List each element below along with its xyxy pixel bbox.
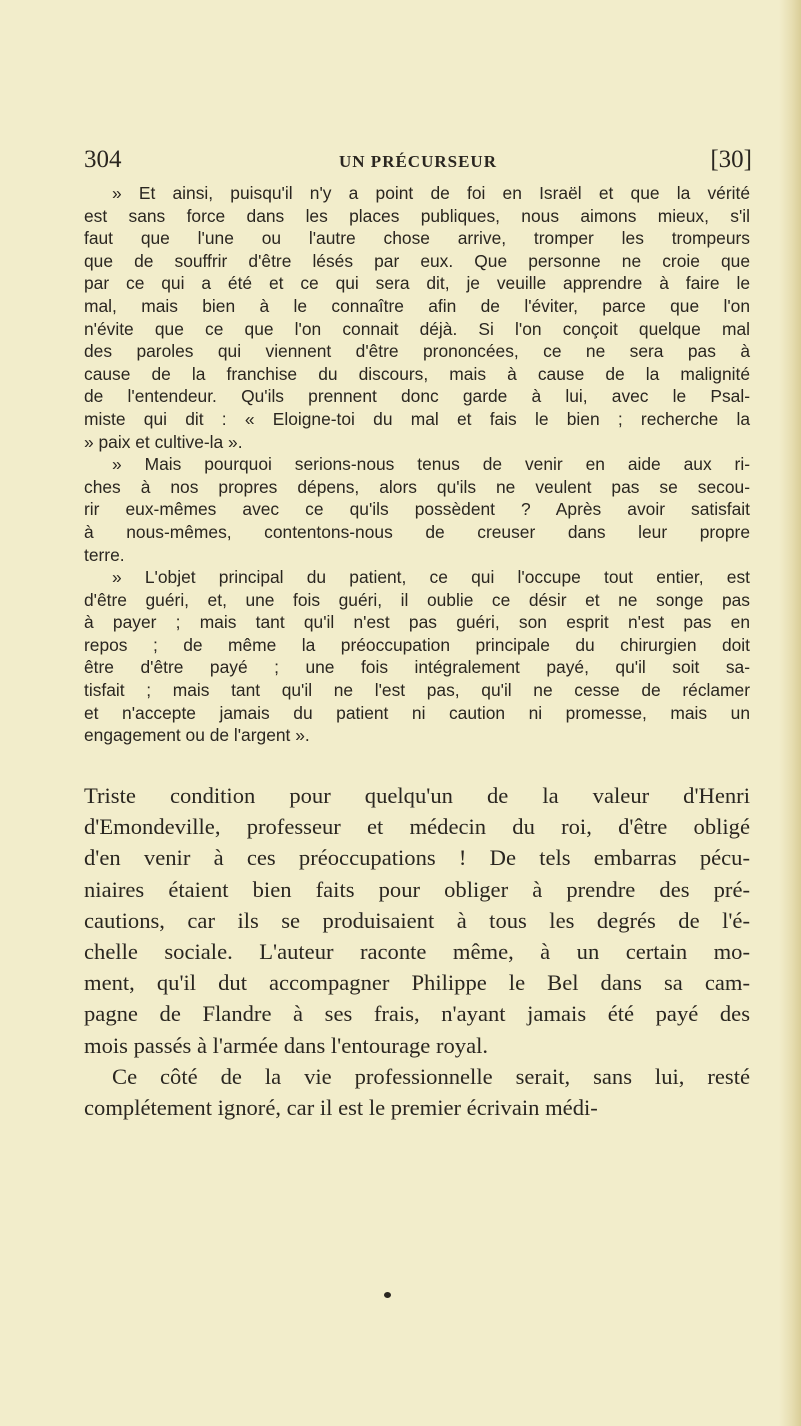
page-edge-shadow (779, 0, 801, 1426)
text-line: par ce qui a été et ce qui sera dit, je veuille apprendre à faire le (84, 273, 750, 294)
text-line: » paix et cultive-la ». (84, 431, 243, 452)
page-header (84, 146, 752, 176)
text-line: n'évite que ce que l'on connait déjà. Si l'on conçoit quelque mal (84, 318, 750, 339)
text-line: des paroles qui viennent d'être prononcées, ce ne sera pas à (84, 341, 750, 362)
text-line: faut que l'une ou l'autre chose arrive, tromper les trompeurs (84, 228, 750, 249)
text-line: » Mais pourquoi serions-nous tenus de venir en aide aux ri- (112, 454, 750, 475)
text-line: mal, mais bien à le connaître afin de l'éviter, parce que l'on (84, 295, 750, 316)
text-line: complétement ignoré, car il est le premier écrivain médi- (84, 1095, 598, 1121)
text-line: tisfait ; mais tant qu'il ne l'est pas, qu'il ne cesse de réclamer (84, 680, 750, 701)
text-line: niaires étaient bien faits pour obliger à prendre des pré- (84, 876, 750, 902)
chapter-reference: [30] (710, 146, 752, 173)
text-line: et n'accepte jamais du patient ni caution ni promesse, mais un (84, 702, 750, 723)
text-line: d'en venir à ces préoccupations ! De tels embarras pécu- (84, 845, 750, 871)
body-text (84, 780, 750, 1123)
text-line: terre. (84, 544, 125, 565)
running-title: UN PRÉCURSEUR (339, 152, 497, 171)
text-line: » L'objet principal du patient, ce qui l'occupe tout entier, est (112, 567, 750, 588)
text-line: miste qui dit : « Eloigne-toi du mal et fais le bien ; recherche la (84, 408, 750, 429)
text-line: est sans force dans les places publiques, nous aimons mieux, s'il (84, 205, 750, 226)
text-line: de l'entendeur. Qu'ils prennent donc garde à lui, avec le Psal- (84, 386, 750, 407)
text-line: Ce côté de la vie professionnelle serait, sans lui, resté (112, 1063, 750, 1089)
text-line: cause de la franchise du discours, mais à cause de la malignité (84, 363, 750, 384)
text-line: repos ; de même la préoccupation principale du chirurgien doit (84, 634, 750, 655)
quoted-passage (84, 182, 750, 747)
text-line: être d'être payé ; une fois intégralement payé, qu'il soit sa- (84, 657, 750, 678)
text-line: chelle sociale. L'auteur raconte même, à un certain mo- (84, 939, 750, 965)
text-line: d'être guéri, et, une fois guéri, il oublie ce désir et ne songe pas (84, 589, 750, 610)
text-line: à nous-mêmes, contentons-nous de creuser dans leur propre (84, 521, 750, 542)
text-line: d'Emondeville, professeur et médecin du roi, d'être obligé (84, 814, 750, 840)
page-mark (384, 1292, 391, 1298)
text-line: ment, qu'il dut accompagner Philippe le Bel dans sa cam- (84, 970, 750, 996)
text-line: à payer ; mais tant qu'il n'est pas guéri, son esprit n'est pas en (84, 612, 750, 633)
text-line: Triste condition pour quelqu'un de la valeur d'Henri (84, 783, 750, 808)
text-line: ches à nos propres dépens, alors qu'ils ne veulent pas se secou- (84, 476, 750, 497)
text-line: pagne de Flandre à ses frais, n'ayant jamais été payé des (84, 1001, 750, 1027)
text-line: cautions, car ils se produisaient à tous les degrés de l'é- (84, 907, 750, 933)
text-line: mois passés à l'armée dans l'entourage royal. (84, 1032, 489, 1058)
page-number: 304 (84, 146, 122, 173)
text-line: engagement ou de l'argent ». (84, 725, 310, 746)
text-line: rir eux-mêmes avec ce qu'ils possèdent ? Après avoir satisfait (84, 499, 750, 520)
text-line: que de souffrir d'être lésés par eux. Que personne ne croie que (84, 250, 750, 271)
text-line: » Et ainsi, puisqu'il n'y a point de foi en Israël et que la vérité (112, 183, 750, 203)
